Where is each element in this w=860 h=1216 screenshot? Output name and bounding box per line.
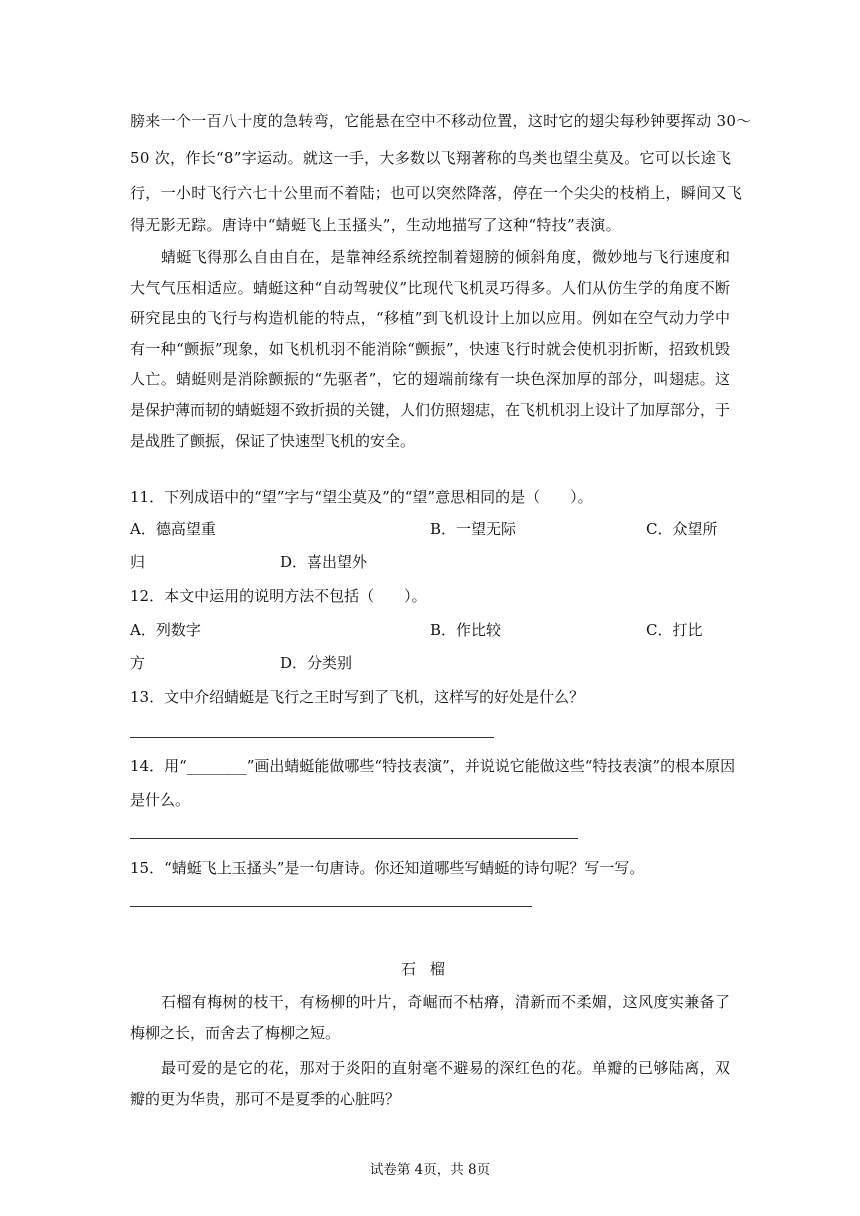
q11-option-b[interactable]: B．一望无际 bbox=[430, 520, 517, 538]
q11-option-c-cont: 归 bbox=[130, 553, 146, 571]
question-14-line1: 14．用“________”画出蜻蜓能做哪些“特技表演”，并说说它能做这些“特技表演”的根本原因 bbox=[130, 757, 736, 775]
passage-paragraph: 最可爱的是它的花，那对于炎阳的直射毫不避易的深红色的花。单瓣的已够陆离，双瓣的更为华贵，那可不是夏季的心脏吗？ bbox=[130, 1059, 730, 1108]
q12-option-d[interactable]: D．分类别 bbox=[280, 654, 353, 672]
passage-line: 膀来一个一百八十度的急转弯，它能悬在空中不移动位置，这时它的翅尖每秒钟要挥动 30～ bbox=[130, 112, 752, 130]
q12-option-c-cont: 方 bbox=[130, 654, 146, 672]
passage-paragraph: 石榴有梅树的枝干，有杨柳的叶片，奇崛而不枯瘠，清新而不柔媚，这风度实兼备了梅柳之长，而舍去了梅柳之短。 bbox=[130, 993, 730, 1042]
q12-option-b[interactable]: B．作比较 bbox=[430, 621, 502, 639]
answer-line-13[interactable] bbox=[130, 737, 494, 738]
passage-line: 行，一小时飞行六七十公里而不着陆；也可以突然降落，停在一个尖尖的枝梢上，瞬间又飞 bbox=[130, 184, 743, 202]
page-footer: 试卷第 4页，共 8页 bbox=[369, 1162, 491, 1178]
question-15: 15．“蜻蜓飞上玉搔头”是一句唐诗。你还知道哪些写蜻蜓的诗句呢？写一写。 bbox=[130, 859, 645, 877]
q12-option-a[interactable]: A．列数字 bbox=[130, 621, 201, 639]
passage-title: 石榴 bbox=[400, 960, 459, 978]
passage-line: 50 次，作长“8”字运动。就这一手，大多数以飞翔著称的鸟类也望尘莫及。它可以长途飞 bbox=[130, 149, 732, 167]
q11-option-d[interactable]: D．喜出望外 bbox=[280, 553, 368, 571]
answer-line-14[interactable] bbox=[130, 838, 578, 839]
question-12: 12．本文中运用的说明方法不包括（ ）。 bbox=[130, 587, 427, 605]
question-14-line2: 是什么。 bbox=[130, 791, 191, 809]
q11-option-a[interactable]: A．德高望重 bbox=[130, 520, 216, 538]
passage-line: 得无影无踪。唐诗中“蜻蜓飞上玉搔头”，生动地描写了这种“特技”表演。 bbox=[130, 216, 621, 234]
q11-option-c[interactable]: C．众望所 bbox=[646, 520, 718, 538]
passage-paragraph: 蜻蜓飞得那么自由自在，是靠神经系统控制着翅膀的倾斜角度，微妙地与飞行速度和大气气压相适应。蜻蜓这种“自动驾驶仪”比现代飞机灵巧得多。人们从仿生学的角度不断研究昆虫的飞行与构造机能的特点，“移植”到飞机设计上加以应用。例如在空气动力学中有一种“颤振”现象，如飞机机羽不能消除“颤振”，快速飞行时就会使机羽折断，招致机毁人亡。蜻蜓则是消除颤振的“先驱者”，它的翅端前缘有一块色深加厚的部分，叫翅痣。这是保护薄而韧的蜻蜓翅不致折损的关键，人们仿照翅痣，在飞机机羽上设计了加厚部分，于是战胜了颤振，保证了快速型飞机的安全。 bbox=[130, 248, 731, 450]
q12-option-c[interactable]: C．打比 bbox=[646, 621, 703, 639]
question-13: 13．文中介绍蜻蜓是飞行之王时写到了飞机，这样写的好处是什么？ bbox=[130, 688, 585, 706]
answer-line-15[interactable] bbox=[130, 906, 532, 907]
question-11: 11．下列成语中的“望”字与“望尘莫及”的“望”意思相同的是（ ）。 bbox=[130, 488, 593, 506]
